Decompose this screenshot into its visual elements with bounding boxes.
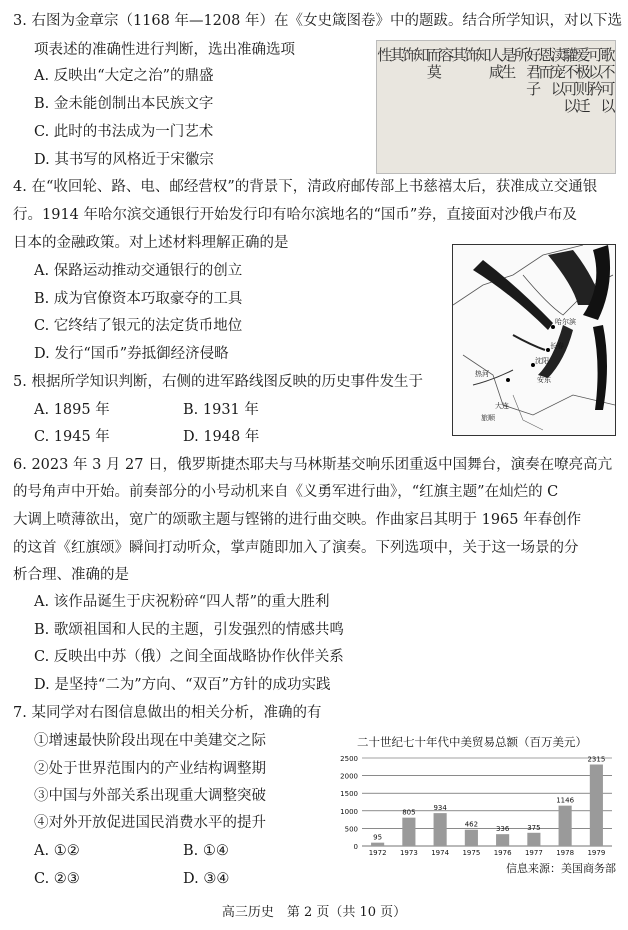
calligraphy-column: 知: [414, 46, 430, 64]
bar: [371, 843, 384, 846]
q3-option-d: D. 其书写的风格近于宋徽宗: [34, 152, 214, 168]
calligraphy-column: 其: [451, 46, 467, 64]
q6-option-a: A. 该作品诞生于庆祝粉碎“四人帮”的重大胜利: [34, 594, 330, 610]
q3-option-b: B. 金未能创制出本民族文字: [34, 96, 214, 112]
q6-option-c: C. 反映出中苏（俄）之间全面战略协作伙伴关系: [34, 649, 344, 665]
chart-plot: [322, 734, 622, 876]
q6-stem-line2: 的号角声中开始。前奏部分的小号动机来自《义勇军进行曲》，“红旗主题”在灿烂的 C: [13, 484, 559, 500]
q5-option-c: C. 1945 年: [34, 429, 110, 445]
calligraphy-column: 饰: [464, 46, 480, 64]
x-tick-label: 1979: [587, 849, 606, 857]
q4-option-b: B. 成为官僚资本巧取豪夺的工具: [34, 291, 243, 307]
x-tick-label: 1973: [399, 849, 418, 857]
calligraphy-column: 驩不可以: [563, 46, 579, 115]
y-tick-label: 500: [344, 825, 358, 834]
q3-option-c: C. 此时的书法成为一门艺术: [34, 124, 214, 140]
bar-value-label: 934: [433, 804, 447, 813]
q4-stem-line3: 日本的金融政策。对上述材料理解正确的是: [13, 235, 289, 251]
x-tick-label: 1978: [556, 849, 575, 857]
calligraphy-column: 可以矜: [588, 46, 604, 98]
map-label-shenyang: 沈阳: [535, 357, 549, 365]
q4-stem-line2: 行。1914 年哈尔滨交通银行开始发行印有哈尔滨地名的“国币”券，直接面对沙俄卢布及: [13, 207, 577, 223]
y-tick-label: 1500: [340, 790, 358, 799]
calligraphy-column: 饰: [402, 46, 418, 64]
q5-option-b: B. 1931 年: [183, 402, 259, 418]
map-label-lushun: 旅顺: [481, 414, 495, 422]
map-label-dalian: 大连: [495, 402, 509, 410]
y-tick-label: 0: [353, 843, 358, 851]
calligraphy-column: 渎宠以: [550, 46, 566, 98]
calligraphy-column: 其: [389, 46, 405, 64]
map-label-harbin: 哈尔滨: [555, 318, 576, 326]
calligraphy-column: 所: [513, 46, 529, 64]
q3-option-a: A. 反映出“大定之治”的鼎盛: [34, 68, 214, 84]
bar-value-label: 375: [527, 823, 541, 832]
map-drawing: [453, 245, 615, 435]
q7-option-a: A. ①②: [34, 843, 80, 859]
calligraphy-column: 而莫: [426, 46, 442, 81]
calligraphy-column: 知: [476, 46, 492, 64]
military-route-map: [452, 244, 616, 436]
calligraphy-column: 歌不可以: [600, 46, 616, 115]
map-label-andong: 安东: [537, 376, 551, 384]
bar: [559, 806, 572, 846]
y-tick-label: 2000: [340, 772, 358, 781]
q7-item-4: ④对外开放促进国民消费水平的提升: [34, 815, 266, 831]
x-tick-label: 1976: [493, 849, 512, 857]
q7-option-b: B. ①④: [183, 843, 229, 859]
q6-option-d: D. 是坚持“二为”方向、“双百”方针的成功实践: [34, 677, 331, 693]
calligraphy-column: 容: [439, 46, 455, 64]
q6-stem-line5: 析合理、准确的是: [13, 567, 129, 583]
calligraphy-column: 人咸: [488, 46, 504, 81]
x-tick-label: 1977: [524, 849, 543, 857]
page-footer: 高三历史 第 2 页（共 10 页）: [221, 905, 407, 920]
calligraphy-column: 性: [377, 46, 393, 64]
q5-stem-line1: 5. 根据所学知识判断，右侧的进军路线图反映的历史事件发生于: [13, 374, 423, 390]
q6-stem-line1: 6. 2023 年 3 月 27 日，俄罗斯捷杰耶夫与马林斯基交响乐团重返中国舞台，演奏在嘹亮高亢: [13, 457, 613, 473]
y-tick-label: 2500: [340, 755, 358, 763]
q5-option-d: D. 1948 年: [183, 429, 260, 445]
q7-item-1: ①增速最快阶段出现在中美建交之际: [34, 733, 266, 749]
q7-stem-line1: 7. 某同学对右图信息做出的相关分析，准确的有: [13, 705, 322, 721]
trade-chart: [322, 734, 622, 876]
x-tick-label: 1972: [368, 849, 387, 857]
x-tick-label: 1975: [462, 849, 481, 857]
bar-value-label: 805: [402, 808, 416, 817]
chart-source: 信息来源：美国商务部: [506, 862, 616, 875]
q6-stem-line4: 的这首《红旗颂》瞬间打动听众，掌声随即加入了演奏。下列选项中，关于这一场景的分: [13, 540, 579, 556]
chart-title: 二十世纪七十年代中美贸易总额（百万美元）: [357, 735, 587, 749]
map-label-rehe: 热河: [475, 370, 489, 378]
calligraphy-column: 爱极则迁: [575, 46, 591, 115]
q7-item-3: ③中国与外部关系出现重大调整突破: [34, 788, 266, 804]
q6-option-b: B. 歌颂祖国和人民的主题，引发强烈的情感共鸣: [34, 622, 344, 638]
calligraphy-column: 是生: [501, 46, 517, 81]
x-tick-label: 1974: [431, 849, 450, 857]
q6-stem-line3: 大调上喷薄欲出，宽广的颂歌主题与铿锵的进行曲交映。作曲家吕其明于 1965 年春创作: [13, 512, 582, 528]
bar-value-label: 1146: [556, 796, 575, 805]
q7-option-d: D. ③④: [183, 871, 230, 887]
map-label-changchun: 长春: [550, 342, 564, 350]
q7-option-c: C. ②③: [34, 871, 80, 887]
q5-option-a: A. 1895 年: [34, 402, 110, 418]
q4-option-d: D. 发行“国币”券抵御经济侵略: [34, 346, 229, 362]
bar: [590, 765, 603, 846]
q4-option-a: A. 保路运动推动交通银行的创立: [34, 263, 243, 279]
calligraphy-column: 好君子: [526, 46, 542, 98]
q7-item-2: ②处于世界范围内的产业结构调整期: [34, 761, 266, 777]
bar-value-label: 95: [373, 833, 383, 842]
q3-stem-line1: 3. 右图为金章宗（1168 年—1208 年）在《女史箴图卷》中的题跋。结合所学知识，对以下选: [13, 13, 622, 29]
bar-value-label: 336: [495, 825, 510, 834]
q3-stem-line2: 项表述的准确性进行判断，选出准确选项: [34, 42, 295, 58]
bar: [465, 830, 478, 846]
bar: [527, 833, 540, 846]
bar: [434, 813, 447, 846]
calligraphy-image: [376, 40, 616, 174]
calligraphy-column: 恩而: [538, 46, 554, 81]
bar-value-label: 2315: [587, 755, 606, 764]
q4-stem-line1: 4. 在“收回轮、路、电、邮经营权”的背景下，清政府邮传部上书慈禧太后，获准成立交通银: [13, 179, 598, 195]
bar: [496, 834, 509, 846]
y-tick-label: 1000: [340, 807, 358, 816]
bar: [402, 818, 415, 846]
q4-option-c: C. 它终结了银元的法定货币地位: [34, 318, 243, 334]
bar-value-label: 462: [464, 820, 479, 829]
